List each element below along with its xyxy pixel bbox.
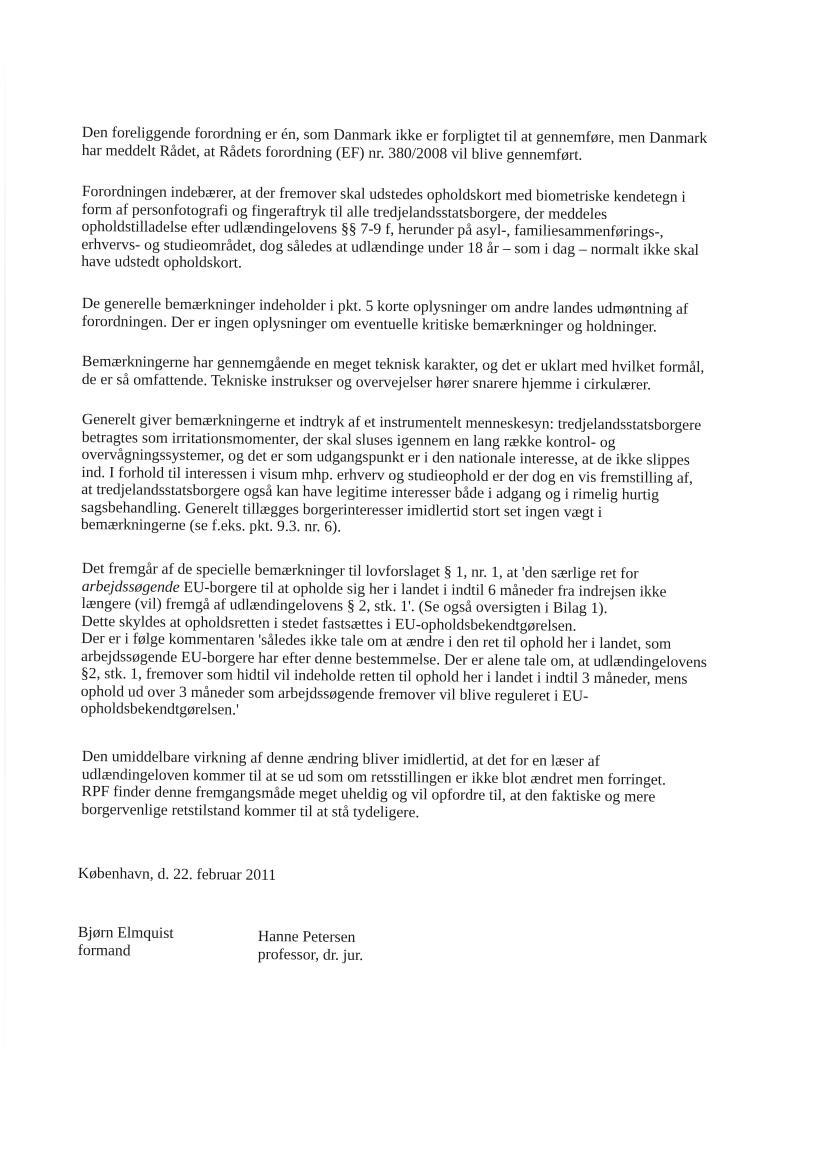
text-line: længere (vil) fremgå af udlændingelovens § 2, stk. 1'. (Se også oversigten i Bilag 1). [81,594,608,618]
paragraph-general-remarks [82,295,772,337]
text-line: overvågningssystemer, og det er som udgangspunkt er i den nationale interesse, at de ikke slippes [81,445,690,469]
text-line: Der er i følge kommentaren 'således ikke tale om at ændre i den ret til ophold her i landet, som [81,629,672,653]
text-line: arbejdssøgende EU-borgere har efter denne bestemmelse. Der er alene tale om, at udlændingelovens [80,647,707,671]
paragraph-conclusion [81,748,772,825]
text-line: Den foreliggende forordning er én, som Danmark ikke er forpligtet til at gennemføre, men Danmark [81,124,708,148]
text-line: forordningen. Der er ingen oplysninger om eventuelle kritiske bemærkninger og holdninger. [81,312,657,336]
signatory-left [78,924,174,961]
paragraph-menneskesyn [81,411,772,540]
text-line: Dette skyldes at opholdsretten i stedet fastsættes i EU-opholdsbekendtgørelsen. [81,612,577,635]
text-line: bemærkningerne (se f.eks. pkt. 9.3. nr. 6). [80,515,342,536]
text-line: Bemærkningerne har gennemgående en meget teknisk karakter, og det er uklart med hvilket formål, [81,353,705,376]
text-line: De generelle bemærkninger indeholder i pkt. 5 korte oplysninger om andre landes udmøntning af [81,295,689,318]
text-line: sagsbehandling. Generelt tillægges borgerinteresser imidlertid stort set ingen vægt i [80,498,603,521]
signatory-name: Bjørn Elmquist [77,924,174,942]
text-line: opholdstilladelse efter udlændingelovens §§ 7-9 f, herunder på asyl-, familiesammenførings-, [81,217,664,241]
dateline [78,865,276,885]
emphasis-arbejdssogende: arbejdssøgende [81,577,180,596]
text-line: at tredjelandsstatsborgere også kan have legitime interesser både i adgang og i rimelig hurtig [81,480,660,504]
text-line: udlændingeloven kommer til at se ud som om retsstillingen er ikke blot ændret men forringet. [81,765,667,789]
text-line: §2, stk. 1, fremover som hidtil vil indeholde retten til ophold her i landet i indtil 3 måneder, mens [80,664,688,688]
text-line: de er så omfattende. Tekniske instrukser og overvejelser hører snarere hjemme i cirkulærer. [81,370,652,393]
text-line: opholdsbekendtgørelsen.' [80,699,239,719]
text-line: Forordningen indebærer, at der fremover skal udstedes opholdskort med biometriske kendetegn i [81,183,686,206]
text-line: Det fremgår af de specielle bemærkninger til lovforslaget § 1, nr. 1, at 'den særlige ret for [81,560,639,583]
text-fragment: EU-borgere til at opholde sig her i landet i indtil 6 måneder fra indrejsen ikke [179,578,667,601]
signatory-title: professor, dr. jur. [257,945,364,965]
scan-edge-shadow [4,20,6,1140]
text-line: ind. I forhold til interessen i visum mhp. erhverv og studieophold er der dog en vis fremstilling af, [81,463,693,487]
paragraph-special-remarks [80,560,771,724]
text-line: ophold ud over 3 måneder som arbejdssøgende fremover vil blive reguleret i EU- [80,682,589,705]
paragraph-intro [82,124,772,166]
text-line: Generelt giver bemærkningerne et indtryk af et instrumentelt menneskesyn: tredjelandsstatsborgere [81,411,702,434]
text-line: erhvervs- og studieområdet, dog således at udlændinge under 18 år – som i dag – normalt ikke skal [81,235,700,259]
paragraph-technical [82,353,772,395]
text-line: betragtes som irritationsmomenter, der skal sluses igennem en lang række kontrol- og [81,428,616,451]
text-line: have udstedt opholdskort. [81,252,243,272]
text-line: har meddelt Rådet, at Rådets forordning (EF) nr. 380/2008 vil blive gennemført. [81,141,583,164]
text-line: Den umiddelbare virkning af denne ændring bliver imidlertid, at det for en læser af [81,748,600,770]
signatory-right [258,928,364,965]
paragraph-forordning [81,183,772,277]
signatory-name: Hanne Petersen [257,928,356,946]
date-text: København, d. 22. februar 2011 [77,865,277,884]
text-line: form af personfotografi og fingeraftryk til alle tredjelandsstatsborgere, der meddeles [81,200,608,223]
text-line: borgervenlige retstilstand kommer til at stå tydeligere. [81,800,420,821]
signatory-title: formand [77,941,131,960]
text-line: RPF finder denne fremgangsmåde meget uheldig og vil opfordre til, at den faktiske og mere [81,782,656,806]
